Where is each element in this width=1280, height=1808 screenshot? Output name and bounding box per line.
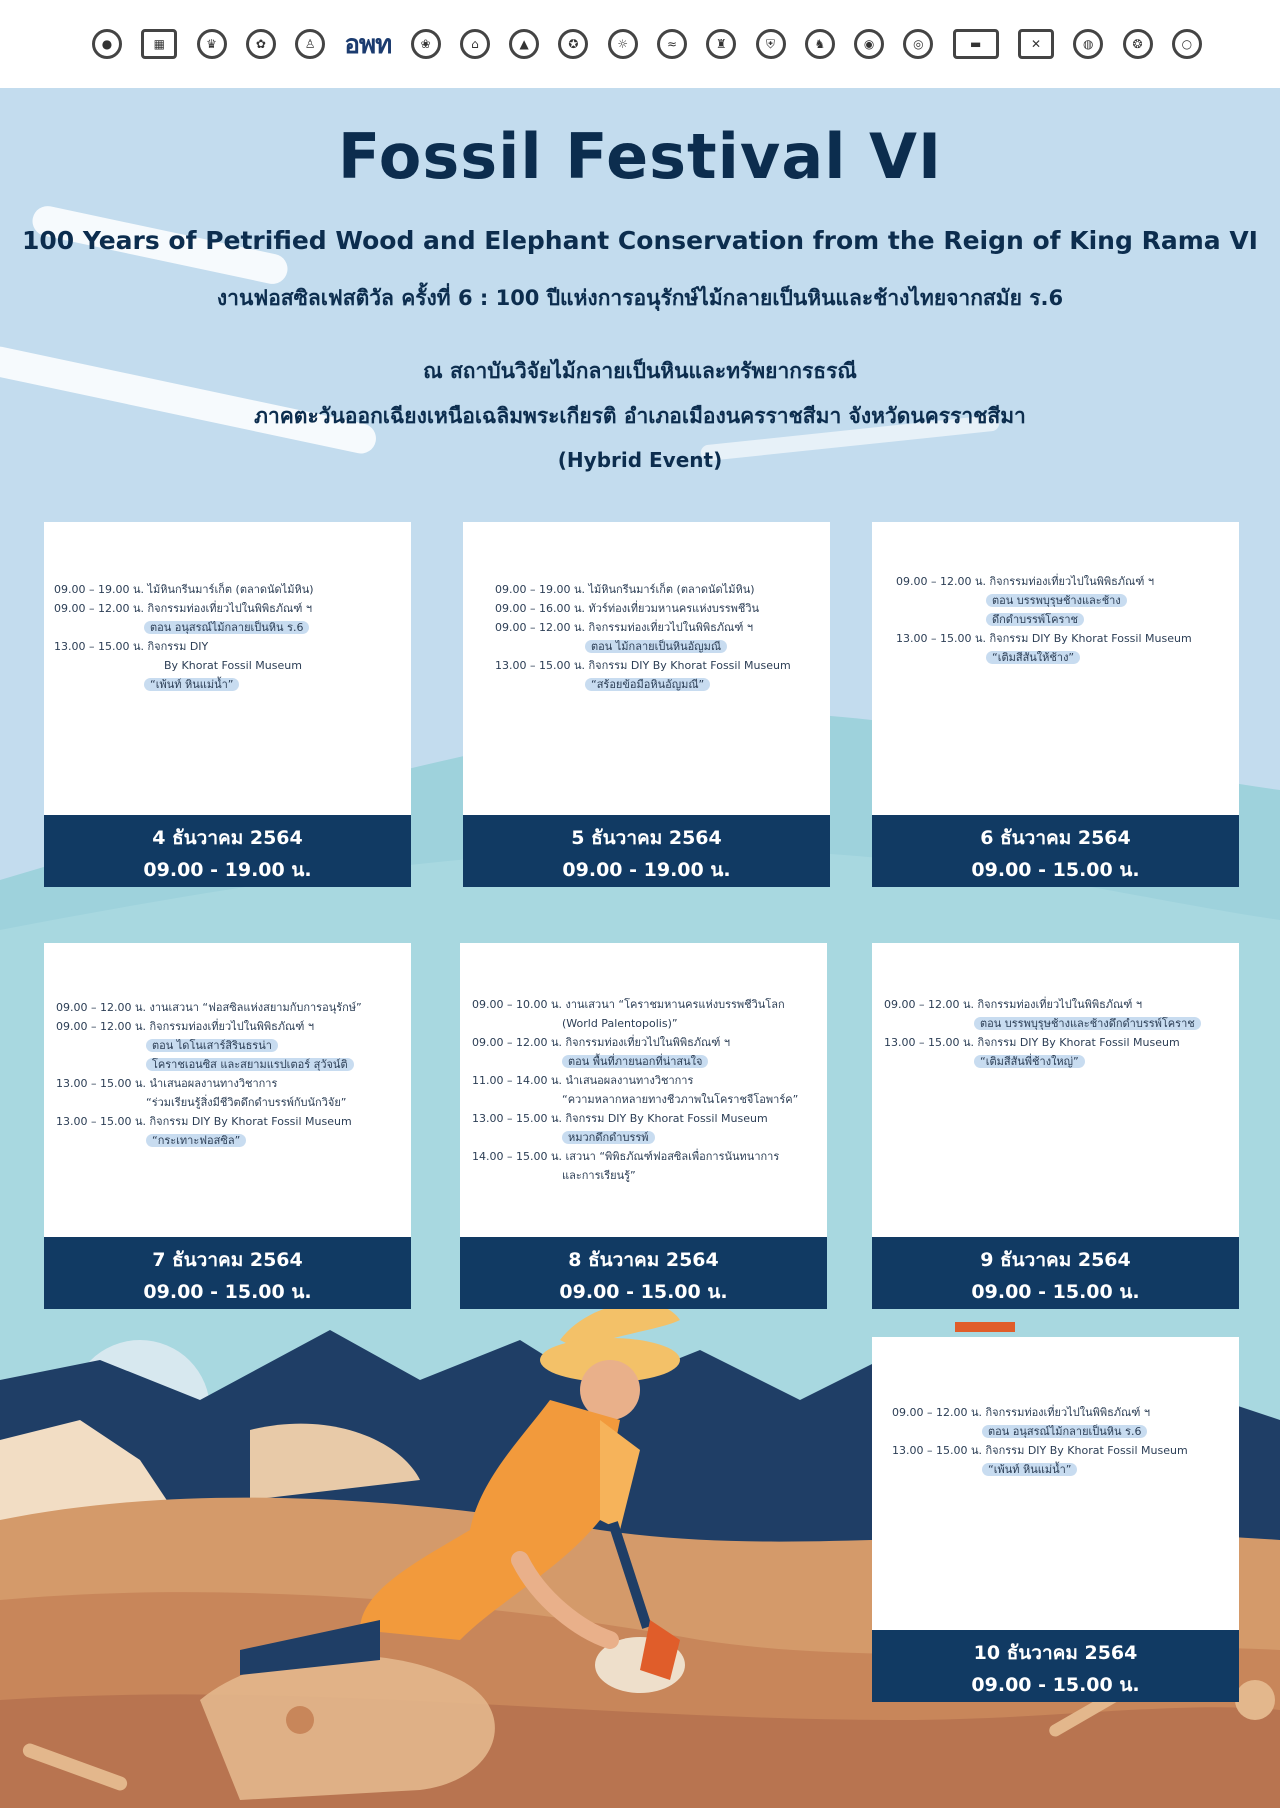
tat-logo-icon: ❀ [411,29,441,59]
schedule-list [872,995,1239,1071]
schedule-line: 13.00 – 15.00 น. กิจกรรม DIY [54,640,209,653]
highlighted-topic: “เพ้นท์ หินแม่น้ำ” [144,678,239,691]
dinosaur-logo-icon: ♜ [706,29,736,59]
schedule-card-day-7 [872,1337,1239,1702]
card-date: 9 ธันวาคม 2564 [980,1249,1131,1271]
highlighted-topic: ดึกดำบรรพ์โคราช [986,613,1084,626]
schedule-line: 09.00 – 12.00 น. กิจกรรมท่องเที่ยวไปในพิพิธภัณฑ์ ฯ [56,1020,315,1033]
card-date-banner [460,1237,827,1309]
event-title: Fossil Festival VI [337,120,943,193]
schedule-line: 09.00 – 12.00 น. กิจกรรมท่องเที่ยวไปในพิพิธภัณฑ์ ฯ [495,621,754,634]
shield-logo-icon: ⛨ [756,29,786,59]
org-logo-icon: ⌂ [460,29,490,59]
highlighted-topic: ตอน อนุสรณ์ไม้กลายเป็นหิน ร.6 [144,621,309,634]
event-subtitle: 100 Years of Petrified Wood and Elephant Conservation from the Reign of King Rama VI [22,226,1258,255]
venue-line-1: ณ สถาบันวิจัยไม้กลายเป็นหินและทรัพยากรธรณี [423,359,857,383]
card-date-banner [872,1237,1239,1309]
schedule-line: 13.00 – 15.00 น. กิจกรรม DIY By Khorat Fossil Museum [896,632,1192,645]
schedule-line: “ความหลากหลายทางชีวภาพในโคราชจีโอพาร์ค” [562,1093,799,1106]
schedule-line: 09.00 – 12.00 น. กิจกรรมท่องเที่ยวไปในพิพิธภัณฑ์ ฯ [896,575,1155,588]
schedule-list [44,998,411,1150]
highlighted-topic: “เติมสีสันให้ช้าง” [986,651,1080,664]
schedule-line: 13.00 – 15.00 น. กิจกรรม DIY By Khorat Fossil Museum [892,1444,1188,1457]
card-date: 6 ธันวาคม 2564 [980,827,1131,849]
schedule-list [44,580,411,694]
highlighted-topic: ตอน ไดโนเสาร์สิรินธรน่า [146,1039,278,1052]
schedule-line: 09.00 – 12.00 น. กิจกรรมท่องเที่ยวไปในพิพิธภัณฑ์ ฯ [892,1406,1151,1419]
schedule-line: 13.00 – 15.00 น. กิจกรรม DIY By Khorat Fossil Museum [56,1115,352,1128]
dasta-logo-text: อพท [344,29,392,60]
card-time: 09.00 - 19.00 น. [143,859,312,881]
card-time: 09.00 - 15.00 น. [971,1281,1140,1303]
round-seal-icon: ❂ [1123,29,1153,59]
sponsor-logo-bar [0,0,1280,88]
card-time: 09.00 - 15.00 น. [559,1281,728,1303]
schedule-line: 13.00 – 15.00 น. นำเสนอผลงานทางวิชาการ [56,1077,278,1090]
card-date-banner [44,1237,411,1309]
highlighted-topic: “สร้อยข้อมือหินอัญมณี” [585,678,710,691]
schedule-line: 09.00 – 16.00 น. ทัวร์ท่องเที่ยวมหานครแห่งบรรพชีวิน [495,602,760,615]
schedule-line: 09.00 – 12.00 น. กิจกรรมท่องเที่ยวไปในพิพิธภัณฑ์ ฯ [54,602,313,615]
outline-seal-icon: ○ [1172,29,1202,59]
schedule-line: และการเรียนรู้” [562,1169,636,1182]
card-date-banner [44,815,411,887]
schedule-list [872,1403,1239,1479]
museum-logo-icon: ▦ [141,29,177,59]
schedule-line: 13.00 – 15.00 น. กิจกรรม DIY By Khorat Fossil Museum [472,1112,768,1125]
card-date: 4 ธันวาคม 2564 [152,827,303,849]
red-mark-logo-icon: ✕ [1018,29,1054,59]
schedule-line: 09.00 – 10.00 น. งานเสวนา “โคราชมหานครแห่งบรรพชีวินโลก [472,998,785,1011]
schedule-line: 11.00 – 14.00 น. นำเสนอผลงานทางวิชาการ [472,1074,694,1087]
schedule-list [463,580,830,694]
schedule-list [872,572,1239,667]
schedule-card-day-2 [463,522,830,887]
highlighted-topic: “กระเทาะฟอสซิล” [146,1134,246,1147]
province-seal-icon: ✪ [558,29,588,59]
orange-seal-icon: ☼ [608,29,638,59]
figure-logo-icon: ♞ [805,29,835,59]
highlighted-topic: “เติมสีสันพี่ช้างใหญ่” [974,1055,1085,1068]
schedule-line: “ร่วมเรียนรู้สิ่งมีชีวิตดึกดำบรรพ์กับนักวิจัย” [146,1096,347,1109]
yellow-seal-icon: ◉ [854,29,884,59]
schedule-card-day-1 [44,522,411,887]
schedule-line: 09.00 – 19.00 น. ไม้หินกรีนมาร์เก็ต (ตลาดนัดไม้หิน) [54,583,314,596]
highlighted-topic: หมวกดึกดำบรรพ์ [562,1131,655,1144]
gear-seal-icon: ✿ [246,29,276,59]
highlighted-topic: ตอน พื้นที่ภายนอกที่น่าสนใจ [562,1055,708,1068]
temple-logo-icon: ▲ [509,29,539,59]
sponsor-logos [92,22,1202,66]
schedule-card-day-3 [872,522,1239,887]
schedule-line: 09.00 – 19.00 น. ไม้หินกรีนมาร์เก็ต (ตลาดนัดไม้หิน) [495,583,755,596]
card-date-banner [872,1630,1239,1702]
card-time: 09.00 - 15.00 น. [143,1281,312,1303]
schedule-line: 13.00 – 15.00 น. กิจกรรม DIY By Khorat Fossil Museum [884,1036,1180,1049]
schedule-line: 09.00 – 12.00 น. กิจกรรมท่องเที่ยวไปในพิพิธภัณฑ์ ฯ [884,998,1143,1011]
card-time: 09.00 - 15.00 น. [971,859,1140,881]
card-time: 09.00 - 19.00 น. [562,859,731,881]
schedule-card-day-6 [872,943,1239,1309]
card-date: 8 ธันวาคม 2564 [568,1249,719,1271]
schedule-card-day-4 [44,943,411,1309]
schedule-line: 09.00 – 12.00 น. กิจกรรมท่องเที่ยวไปในพิพิธภัณฑ์ ฯ [472,1036,731,1049]
card-time: 09.00 - 15.00 น. [971,1674,1140,1696]
card-date: 5 ธันวาคม 2564 [571,827,722,849]
card-date-banner [872,815,1239,887]
event-type: (Hybrid Event) [557,448,723,472]
royal-emblem-icon: ♛ [197,29,227,59]
highlighted-topic: ตอน อนุสรณ์ไม้กลายเป็นหิน ร.6 [982,1425,1147,1438]
geopark-logo-icon: ▬ [953,29,999,59]
schedule-line: 14.00 – 15.00 น. เสวนา “พิพิธภัณฑ์ฟอสซิลเพื่อการนันทนาการ [472,1150,780,1163]
highlighted-topic: ตอน บรรพบุรุษช้างและช้างดึกดำบรรพ์โคราช [974,1017,1201,1030]
highlighted-topic: โคราชเอนซิส และสยามแรปเตอร์ สุวัจน์ติ [146,1058,354,1071]
venue-line-2: ภาคตะวันออกเฉียงเหนือเฉลิมพระเกียรติ อำเภอเมืองนครราชสีมา จังหวัดนครราชสีมา [254,404,1026,428]
thai-event-title: งานฟอสซิลเฟสติวัล ครั้งที่ 6 : 100 ปีแห่งการอนุรักษ์ไม้กลายเป็นหินและช้างไทยจากสมัย ร.6 [216,286,1064,310]
card-date-banner [463,815,830,887]
red-seal-icon: ◍ [1073,29,1103,59]
highlighted-topic: “เพ้นท์ หินแม่น้ำ” [982,1463,1077,1476]
card-date: 10 ธันวาคม 2564 [973,1642,1138,1664]
highlighted-topic: ตอน ไม้กลายเป็นหินอัญมณี [585,640,727,653]
tcep-logo-icon: ♙ [295,29,325,59]
schedule-line: (World Palentopolis)” [562,1017,678,1030]
schedule-line: 09.00 – 12.00 น. งานเสวนา “ฟอสซิลแห่งสยามกับการอนุรักษ์” [56,1001,362,1014]
highlighted-topic: ตอน บรรพบุรุษช้างและช้าง [986,594,1127,607]
schedule-list [460,995,827,1185]
green-seal-icon: ◎ [903,29,933,59]
landscape-logo-icon: ≈ [657,29,687,59]
university-seal-icon: ● [92,29,122,59]
schedule-line: 13.00 – 15.00 น. กิจกรรม DIY By Khorat Fossil Museum [495,659,791,672]
card-date: 7 ธันวาคม 2564 [152,1249,303,1271]
schedule-line: By Khorat Fossil Museum [164,659,302,672]
schedule-card-day-5 [460,943,827,1309]
